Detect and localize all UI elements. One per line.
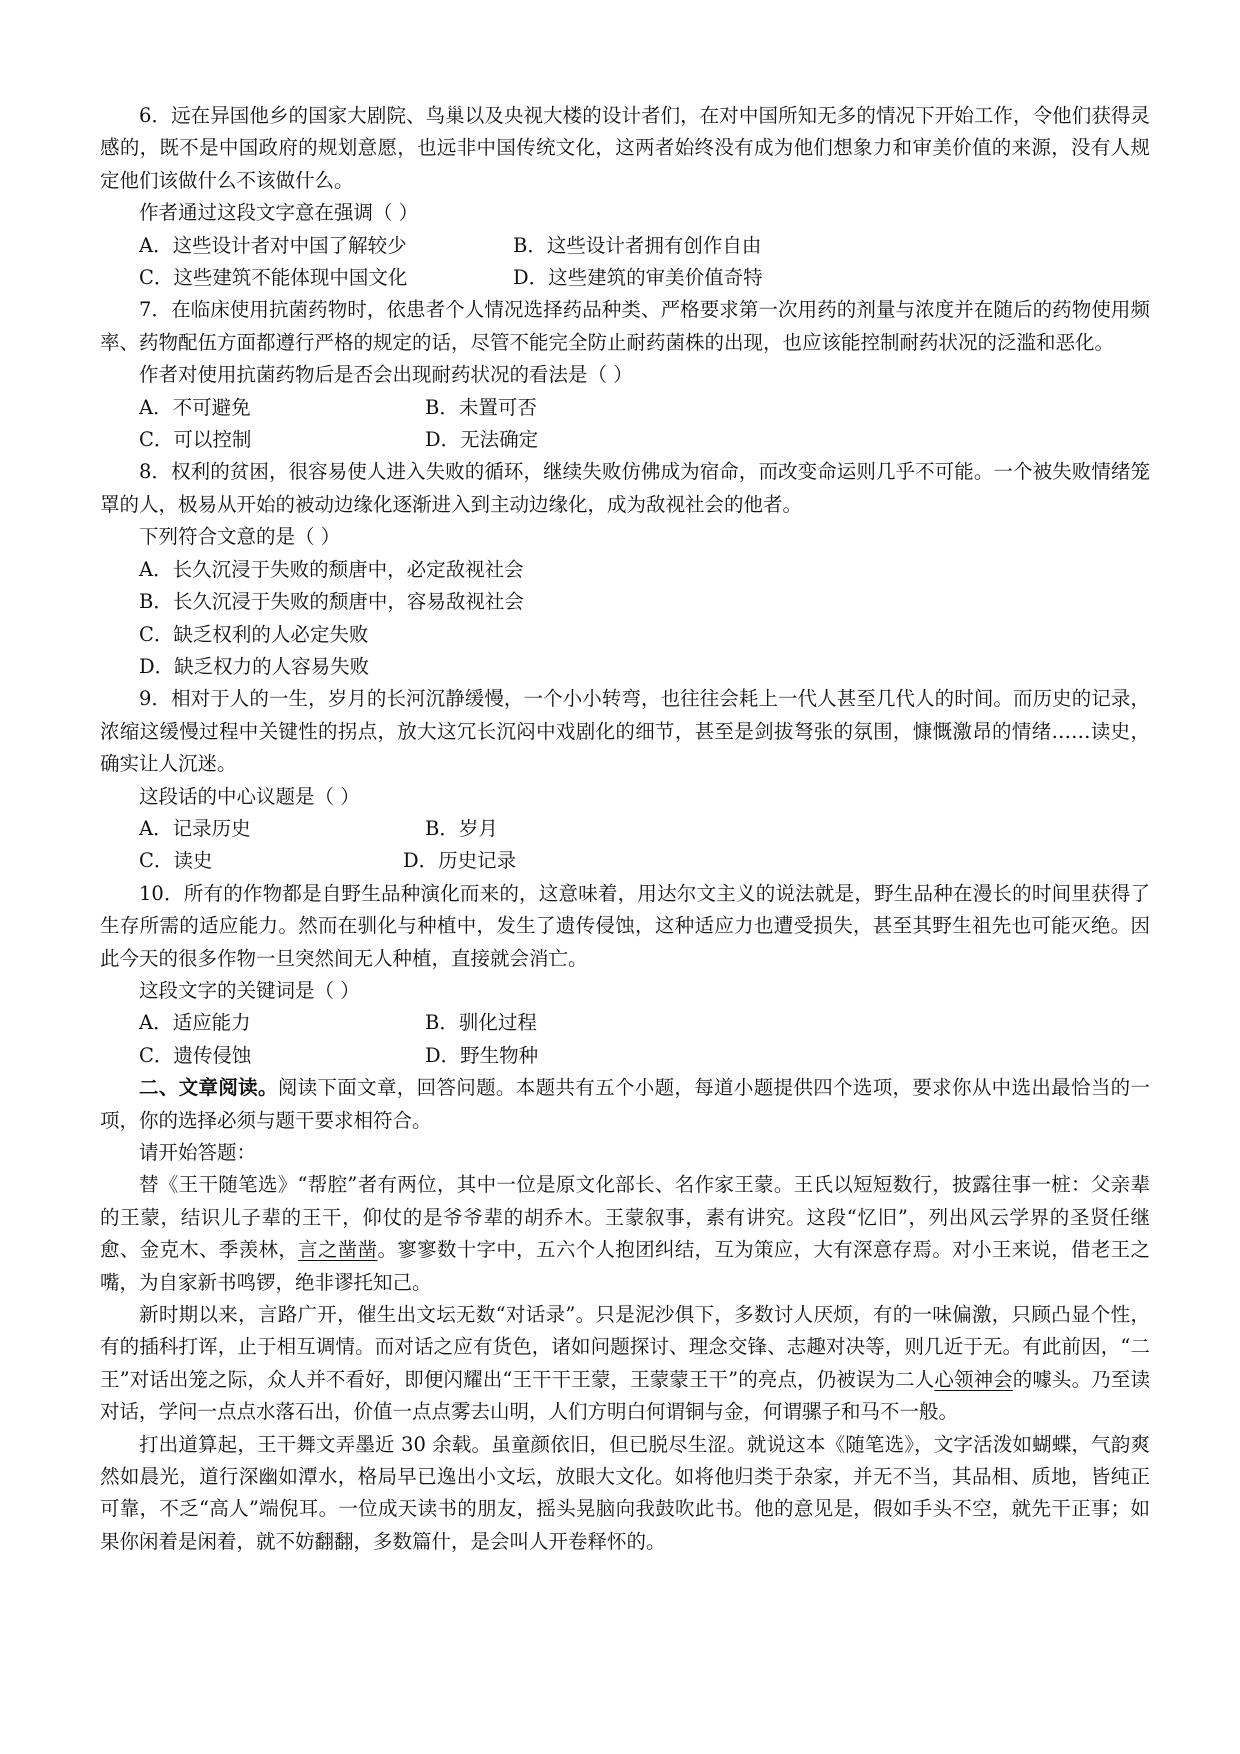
passage-p1-text-b: 。寥寥数十字中，五六个人抱团纠结，互为策应，大有深意存焉。对小王来说，借老王之嘴，为自家新书鸣锣，绝非谬托知己。 — [100, 1238, 1150, 1294]
section-2-instruction: 阅读下面文章，回答问题。本题共有五个小题，每道小题提供四个选项，要求你从中选出最恰当的一项，你的选择必须与题干要求相符合。 — [100, 1076, 1150, 1132]
underlined-phrase: 心领神会 — [934, 1367, 1013, 1391]
option-7-b: B．未置可否 — [425, 395, 537, 419]
question-9-stem: 9．相对于人的一生，岁月的长河沉静缓慢，一个小小转弯，也往往会耗上一代人甚至几代人的时间。而历史的记录，浓缩这缓慢过程中关键性的拐点，放大这冗长沉闷中戏剧化的细节，甚至是剑拔弩张的氛围，慷慨激昂的情绪……读史，确实让人沉迷。 — [100, 687, 1150, 776]
option-6-d: D．这些建筑的审美价值奇特 — [513, 266, 763, 290]
option-8-d: D．缺乏权力的人容易失败 — [139, 654, 370, 678]
option-7-d: D．无法确定 — [425, 428, 539, 452]
option-9-c: C．读史 — [139, 849, 213, 873]
question-6-options-row-2 — [100, 262, 1150, 294]
question-9-options-row-2 — [100, 845, 1150, 877]
section-2-start: 请开始答题： — [139, 1141, 257, 1164]
question-7-options-row-1 — [100, 392, 1150, 424]
question-8-prompt: 下列符合文意的是（ ） — [139, 525, 341, 549]
passage-paragraph-3: 打出道算起，王干舞文弄墨近 30 余载。虽童颜依旧，但已脱尽生涩。就说这本《随笔选》，文字活泼如蝴蝶，气韵爽然如晨光，道行深幽如潭水，格局早已逸出小文坛，放眼大文化。如将他归类于杂家，并无不当，其品相、质地，皆纯正可靠，不乏“高人”端倪耳。一位成天读书的朋友，摇头晃脑向我鼓吹此书。他的意见是，假如手头不空，就先干正事；如果你闲着是闲着，就不妨翻翻，多数篇什，是会叫人开卷释怀的。 — [100, 1432, 1150, 1553]
passage-p2-text-a: 新时期以来，言路广开，催生出文坛无数“对话录”。只是泥沙俱下，多数讨人厌烦，有的一味偏激，只顾凸显个性，有的插科打诨，止于相互调情。而对话之应有货色，诸如问题探讨、理念交锋、志趣对决等，则几近于无。有此前因，“二王”对话出笼之际，众人并不看好，即便闪耀出“王干干王蒙，王蒙蒙王干”的亮点，仍被误为二人 — [100, 1303, 1150, 1391]
question-6-prompt: 作者通过这段文字意在强调（ ） — [139, 201, 419, 225]
exam-page — [100, 100, 1150, 1558]
option-6-b: B．这些设计者拥有创作自由 — [513, 233, 762, 257]
option-10-b: B．驯化过程 — [425, 1011, 537, 1035]
question-7-stem: 7．在临床使用抗菌药物时，依患者个人情况选择药品种类、严格要求第一次用药的剂量与浓度并在随后的药物使用频率、药物配伍方面都遵行严格的规定的话，尽管不能完全防止耐药菌株的出现，也应该能控制耐药状况的泛滥和恶化。 — [100, 298, 1150, 354]
question-6-options-row-1 — [100, 230, 1150, 262]
underlined-phrase: 言之凿凿 — [298, 1238, 378, 1262]
question-8-stem: 8．权利的贫困，很容易使人进入失败的循环，继续失败仿佛成为宿命，而改变命运则几乎不可能。一个被失败情绪笼罩的人，极易从开始的被动边缘化逐渐进入到主动边缘化，成为敌视社会的他者。 — [100, 460, 1150, 516]
passage-paragraph-1 — [100, 1169, 1150, 1299]
question-10-options-row-2 — [100, 1040, 1150, 1072]
passage-p2-text-b: 的噱头。乃至读对话，学问一点点水落石出，价值一点点雾去山明，人们方明白何谓铜与金，何谓骡子和马不一般。 — [100, 1367, 1150, 1424]
option-10-c: C．遗传侵蚀 — [139, 1043, 252, 1067]
option-7-c: C．可以控制 — [139, 428, 252, 452]
question-7-prompt: 作者对使用抗菌药物后是否会出现耐药状况的看法是（ ） — [139, 363, 633, 387]
option-6-a: A．这些设计者对中国了解较少 — [139, 233, 407, 257]
option-10-d: D．野生物种 — [425, 1043, 539, 1067]
option-6-c: C．这些建筑不能体现中国文化 — [139, 266, 408, 290]
question-9-options-row-1 — [100, 813, 1150, 845]
section-2-heading: 二、文章阅读。 — [139, 1076, 278, 1100]
question-10-options-row-1 — [100, 1007, 1150, 1039]
option-9-b: B．岁月 — [425, 816, 498, 840]
option-9-d: D．历史记录 — [403, 849, 517, 873]
section-2-intro — [100, 1072, 1150, 1137]
passage-p1-text-a: 替《王干随笔选》“帮腔”者有两位，其中一位是原文化部长、名作家王蒙。王氏以短短数行，披露往事一桩：父亲辈的王蒙，结识儿子辈的王干，仰仗的是爷爷辈的胡乔木。王蒙叙事，素有讲究。这段“忆旧”，列出风云学界的圣贤任继愈、金克木、季羡林， — [100, 1173, 1150, 1262]
question-6-stem: 6．远在异国他乡的国家大剧院、鸟巢以及央视大楼的设计者们，在对中国所知无多的情况下开始工作，令他们获得灵感的，既不是中国政府的规划意愿，也远非中国传统文化，这两者始终没有成为他们想象力和审美价值的来源，没有人规定他们该做什么不该做什么。 — [100, 104, 1150, 192]
question-10-stem: 10．所有的作物都是自野生品种演化而来的，这意味着，用达尔文主义的说法就是，野生品种在漫长的时间里获得了生存所需的适应能力。然而在驯化与种植中，发生了遗传侵蚀，这种适应力也遭受损失，甚至其野生祖先也可能灭绝。因此今天的很多作物一旦突然间无人种植，直接就会消亡。 — [100, 881, 1150, 970]
option-7-a: A．不可避免 — [139, 395, 251, 419]
question-7-options-row-2 — [100, 424, 1150, 456]
question-10-prompt: 这段文字的关键词是（ ） — [139, 978, 360, 1002]
option-8-c: C．缺乏权利的人必定失败 — [139, 622, 369, 646]
question-9-prompt: 这段话的中心议题是（ ） — [139, 784, 360, 808]
option-8-b: B．长久沉浸于失败的颓唐中，容易敌视社会 — [139, 590, 524, 614]
option-10-a: A．适应能力 — [139, 1011, 251, 1035]
passage-paragraph-2 — [100, 1299, 1150, 1429]
option-8-a: A．长久沉浸于失败的颓唐中，必定敌视社会 — [139, 557, 524, 581]
option-9-a: A．记录历史 — [139, 816, 251, 840]
